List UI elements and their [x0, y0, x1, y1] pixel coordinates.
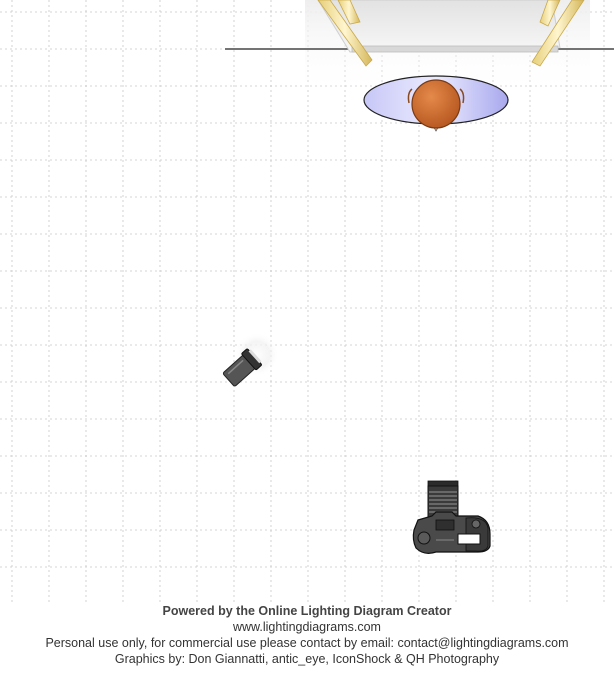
footer-url-link[interactable]: www.lightingdiagrams.com [233, 620, 381, 634]
camera-shutter-button [472, 520, 480, 528]
bare-strobe-light[interactable] [214, 324, 288, 397]
footer-license: Personal use only, for commercial use please contact by email: contact@lightingdiagrams.com [45, 636, 569, 650]
paper-roll-edge [352, 46, 558, 52]
camera-dslr-icon[interactable] [413, 481, 490, 553]
footer-title: Powered by the Online Lighting Diagram Creator [162, 604, 452, 618]
camera-lcd-screen [458, 534, 480, 544]
camera-mode-dial [418, 532, 430, 544]
diagram-footer [0, 603, 614, 667]
footer-credits: Graphics by: Don Giannatti, antic_eye, IconShock & QH Photography [114, 652, 500, 666]
subject-head-icon [412, 80, 460, 128]
camera-hotshoe [436, 520, 454, 530]
